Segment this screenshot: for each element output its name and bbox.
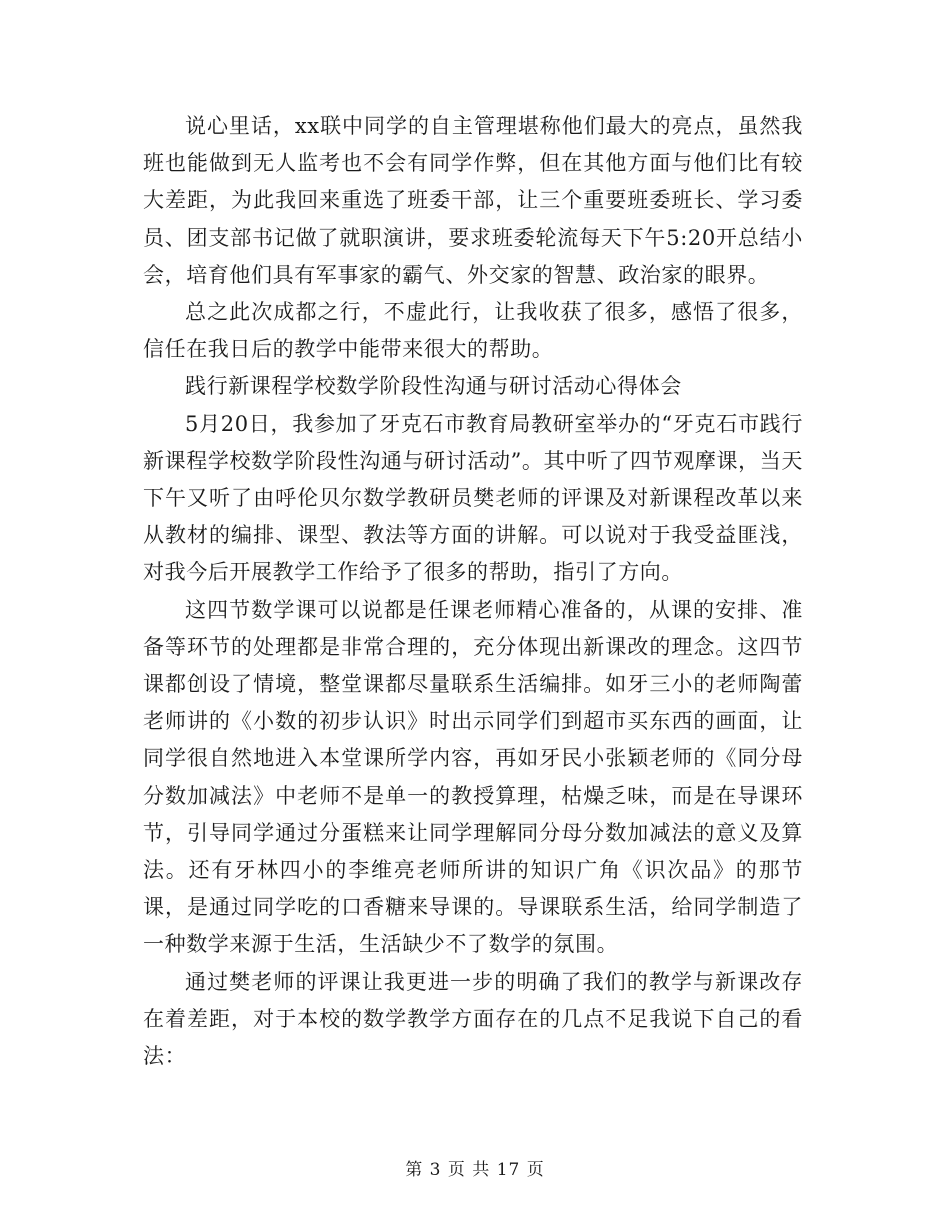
page-footer bbox=[0, 1155, 950, 1180]
paragraph-chengdu-summary: 总之此次成都之行，不虚此行，让我收获了很多，感悟了很多，信任在我日后的教学中能带来很大的帮助。 bbox=[143, 300, 803, 362]
page-number: 第 3 页 共 17 页 bbox=[405, 1160, 545, 1180]
section-heading: 践行新课程学校数学阶段性沟通与研讨活动心得体会 bbox=[185, 374, 682, 399]
paragraph-may-20-activity: 5月20日，我参加了牙克石市教育局教研室举办的“牙克石市践行新课程学校数学阶段性沟通与研讨活动”。其中听了四节观摩课，当天下午又听了由呼伦贝尔数学教研员樊老师的评课及对新课程改革以来从教材的编排、课型、教法等方面的讲解。可以说对于我受益匪浅，对我今后开展教学工作给予了很多的帮助，指引了方向。 bbox=[143, 411, 803, 585]
paragraph-self-management: 说心里话，xx联中同学的自主管理堪称他们最大的亮点，虽然我班也能做到无人监考也不会有同学作弊，但在其他方面与他们比有较大差距，为此我回来重选了班委干部，让三个重要班委班长、学习委员、团支部书记做了就职演讲，要求班委轮流每天下午5:20开总结小会，培育他们具有军事家的霸气、外交家的智慧、政治家的眼界。 bbox=[143, 114, 803, 287]
document-body bbox=[143, 108, 803, 1075]
paragraph-four-lessons: 这四节数学课可以说都是任课老师精心准备的，从课的安排、准备等环节的处理都是非常合理的，充分体现出新课改的理念。这四节课都创设了情境，整堂课都尽量联系生活编排。如牙三小的老师陶蕾老师讲的《小数的初步认识》时出示同学们到超市买东西的画面，让同学很自然地进入本堂课所学内容，再如牙民小张颖老师的《同分母分数加减法》中老师不是单一的教授算理，枯燥乏味，而是在导课环节，引导同学通过分蛋糕来让同学理解同分母分数加减法的意义及算法。还有牙林四小的李维亮老师所讲的知识广角《识次品》的那节课，是通过同学吃的口香糖来导课的。导课联系生活，给同学制造了一种数学来源于生活，生活缺少不了数学的氛围。 bbox=[143, 597, 803, 957]
paragraph-evaluation: 通过樊老师的评课让我更进一步的明确了我们的教学与新课改存在着差距，对于本校的数学教学方面存在的几点不足我说下自己的看法： bbox=[143, 969, 803, 1069]
